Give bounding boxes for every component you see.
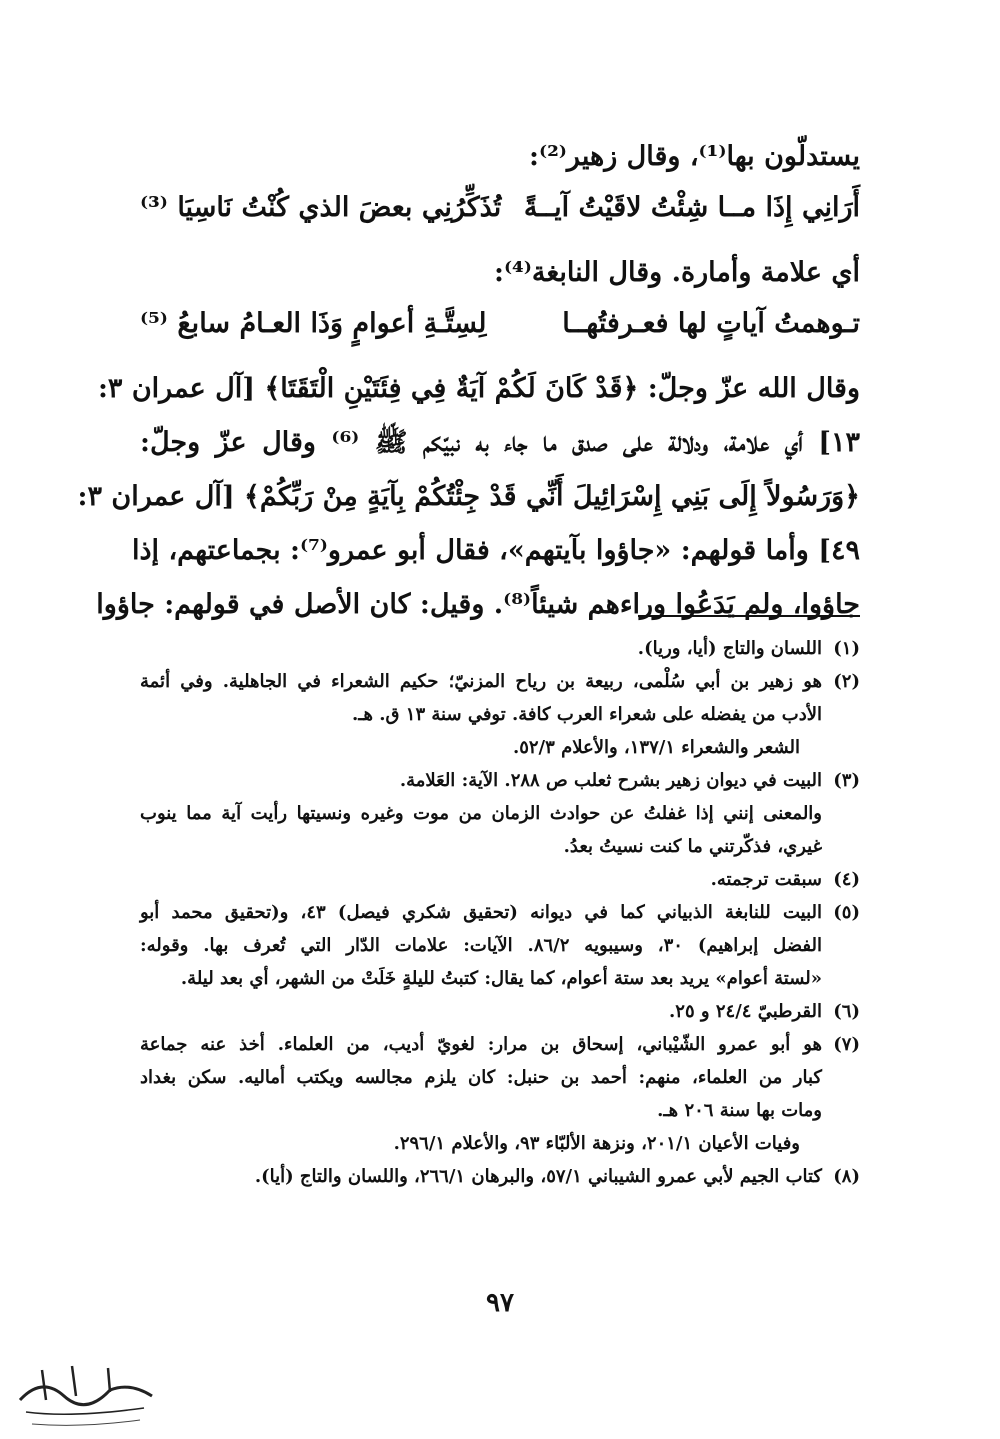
footnote-7 — [140, 1028, 860, 1160]
footnote-1 — [140, 632, 860, 665]
footnote-3 — [140, 764, 860, 863]
footnote-5 — [140, 896, 860, 995]
verse-second-hemistich: لِسِتَّـةِ أعوامٍ وَذَا العـامُ سابعُ ⁽⁵⁾ — [140, 308, 487, 339]
paragraph-line: ﴿وَرَسُولاً إِلَى بَنِي إِسْرَائِيلَ أَنِّي قَدْ جِئْتُكُمْ بِآيَةٍ مِنْ رَبِّكُمْ﴾ [آل عمران ٣: — [77, 481, 860, 512]
footnote-line: هو زهير بن أبي سُلْمى، ربيعة بن رياح المزنيّ؛ حكيم الشعراء في الجاهلية. وفي أئمة — [140, 671, 822, 692]
footnote-line: «لستة أعوام» يريد بعد ستة أعوام، كما يقال: كتبتُ لليلةٍ خَلَتْ من الشهر، أي بعد ليلة. — [180, 968, 822, 989]
publisher-logo — [12, 1356, 162, 1432]
page-number: ٩٧ — [486, 1288, 514, 1318]
footnote-line: ومات بها سنة ٢٠٦ هـ. — [657, 1100, 822, 1121]
footnote-number: (٥) — [833, 902, 860, 923]
footnote-line: غيري، فذكّرتني ما كنت نسيتُ بعدُ. — [563, 836, 822, 857]
paragraph-line: وقال الله عزّ وجلّ: ﴿قَدْ كَانَ لَكُمْ آيَةٌ فِي فِئَتَيْنِ الْتَقَتَا﴾ [آل عمران ٣: — [97, 373, 860, 404]
footnote-number: (٦) — [833, 1001, 860, 1022]
footnote-number: (٣) — [833, 770, 860, 791]
footnote-number: (٤) — [833, 869, 860, 890]
footnote-line: الأدب من يفضله على شعراء العرب كافة. توفي سنة ١٣ ق. هـ. — [351, 704, 822, 725]
footnote-number: (٢) — [833, 671, 860, 692]
footnote-separator — [638, 615, 860, 617]
footnote-line: والمعنى إنني إذا غفلتُ عن حوادث الزمان من موت وغيره ونسيتها رأيت آية مما ينوب — [140, 803, 822, 824]
footnote-line: الشعر والشعراء ١٣٧/١، والأعلام ٥٢/٣. — [512, 737, 800, 758]
text-line-1: يستدلّون بها⁽¹⁾، وقال زهير⁽²⁾: — [529, 141, 860, 172]
footnote-line: وفيات الأعيان ٢٠١/١، ونزهة الألبّاء ٩٣، والأعلام ٢٩٦/١. — [393, 1133, 800, 1154]
verse-first-hemistich: أَرَانِي إِذَا مــا شِئْتُ لاقَيْتُ آيــةً — [523, 192, 860, 223]
footnote-line: اللسان والتاج (أيا، وريا). — [637, 638, 822, 659]
footnote-4 — [140, 863, 860, 896]
footnote-line: القرطبيّ ٢٤/٤ و ٢٥. — [669, 1001, 822, 1022]
footnote-number: (٧) — [833, 1034, 860, 1055]
footnote-line: هو أبو عمرو الشّيْباني، إسحاق بن مرار: لغويّ أديب، من العلماء. أخذ عنه جماعة — [140, 1034, 822, 1055]
verse-zuhair — [140, 184, 860, 246]
footnotes — [140, 632, 860, 1193]
paragraph-line: ٤٩] وأما قولهم: «جاؤوا بآيتهم»، فقال أبو عمرو⁽⁷⁾: بجماعتهم، إذا — [132, 535, 860, 566]
footnote-line: سبقت ترجمته. — [710, 869, 822, 890]
footnote-line: البيت في ديوان زهير بشرح ثعلب ص ٢٨٨. الآية: العَلامة. — [399, 770, 822, 791]
footnote-line: كتاب الجيم لأبي عمرو الشيباني ٥٧/١، والبرهان ٢٦٦/١، واللسان والتاج (أيا). — [254, 1166, 822, 1187]
footnote-8 — [140, 1160, 860, 1193]
paragraph-line: جاؤوا، ولم يَدَعُوا وراءهم شيئاً⁽⁸⁾. وقيل: كان الأصل في قولهم: جاؤوا — [96, 589, 860, 620]
verse-second-hemistich: تُذَكِّرُنِي بعضَ الذي كُنْتُ نَاسِيَا ⁽³⁾ — [140, 192, 502, 223]
main-text — [77, 130, 861, 632]
text-line-2: أي علامة وأمارة. وقال النابغة⁽⁴⁾: — [494, 257, 860, 288]
verse-first-hemistich: تـوهمتُ آياتٍ لها فعـرفتُهــا — [562, 308, 860, 339]
footnote-2 — [140, 665, 860, 764]
footnote-line: كبار من العلماء، منهم: أحمد بن حنبل: كان يلزم مجالسه ويكتب أماليه. سكن بغداد — [140, 1067, 822, 1088]
verse-nabigha — [140, 300, 860, 362]
footnote-number: (١) — [833, 638, 860, 659]
footnote-line: الفضل إبراهيم) ٣٠، وسيبويه ٨٦/٢. الآيات: علامات الدّار التي تُعرف بها. وقوله: — [140, 935, 822, 956]
footnote-6 — [140, 995, 860, 1028]
paragraph-line: ١٣] أي علامة، ودلالة على صدق ما جاء به نبيّكم ﷺ ⁽⁶⁾ وقال عزّ وجلّ: — [140, 427, 861, 458]
footnote-line: البيت للنابغة الذبياني كما في ديوانه (تحقيق شكري فيصل) ٤٣، و(تحقيق محمد أبو — [140, 902, 822, 923]
footnote-number: (٨) — [833, 1166, 860, 1187]
